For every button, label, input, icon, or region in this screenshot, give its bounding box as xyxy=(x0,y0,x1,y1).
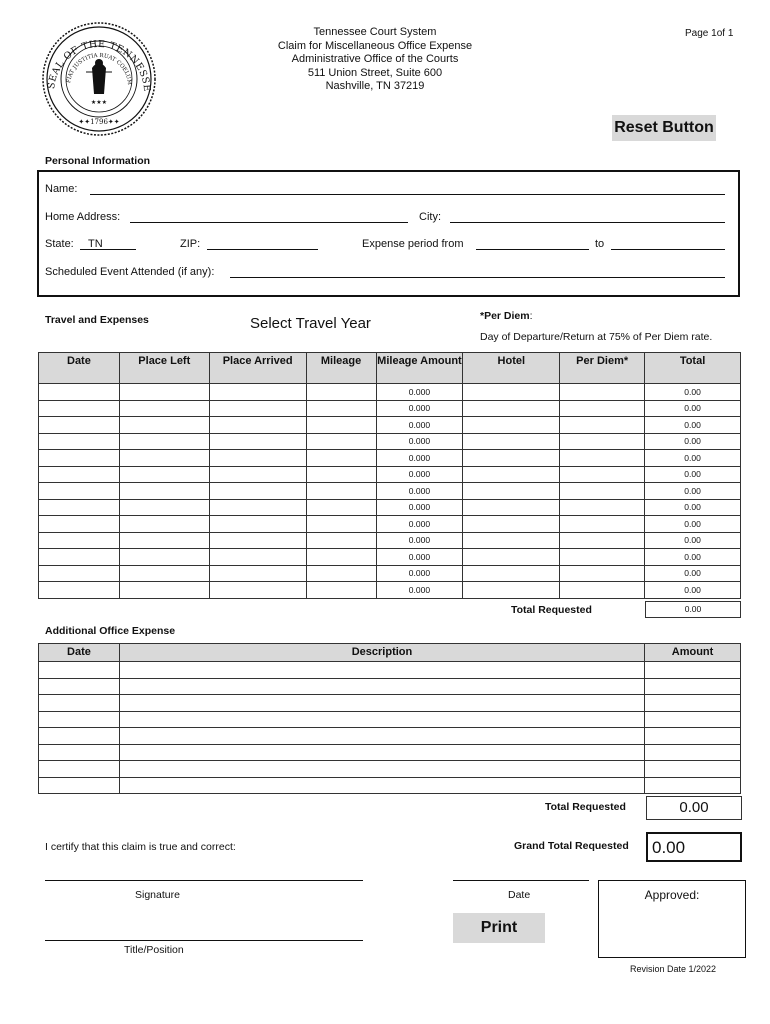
travel-row xyxy=(39,565,741,582)
cell-mileage[interactable] xyxy=(306,565,376,582)
per-diem-title: *Per Diem xyxy=(480,310,530,322)
cell-mileage-amount: 0.000 xyxy=(376,384,463,401)
col-mileage-amount: Mileage Amount xyxy=(376,353,463,384)
grand-total-label: Grand Total Requested xyxy=(514,840,629,852)
additional-row xyxy=(39,777,741,794)
cell-mileage[interactable] xyxy=(306,433,376,450)
cell-place-left[interactable] xyxy=(119,417,209,434)
revision-date: Revision Date 1/2022 xyxy=(630,964,717,974)
col-date: Date xyxy=(39,353,120,384)
additional-total-label: Total Requested xyxy=(545,801,626,813)
cell-total: 0.00 xyxy=(645,384,741,401)
travel-row xyxy=(39,417,741,434)
period-to-field[interactable] xyxy=(611,238,725,250)
city-label: City: xyxy=(419,211,441,223)
additional-table xyxy=(38,643,741,794)
state-field[interactable]: TN xyxy=(80,238,136,250)
cell-mileage[interactable] xyxy=(306,549,376,566)
svg-text:FIAT JUSTITIA RUAT COELUM: FIAT JUSTITIA RUAT COELUM xyxy=(66,52,133,86)
state-label: State: xyxy=(45,238,74,250)
cell-description[interactable] xyxy=(119,777,644,794)
print-button[interactable]: Print xyxy=(453,913,545,943)
cell-per-diem[interactable] xyxy=(560,433,645,450)
cell-per-diem[interactable] xyxy=(560,532,645,549)
cell-per-diem[interactable] xyxy=(560,582,645,599)
cell-total: 0.00 xyxy=(645,466,741,483)
travel-row xyxy=(39,384,741,401)
cell-place-left[interactable] xyxy=(119,384,209,401)
cell-hotel[interactable] xyxy=(463,483,560,500)
cell-place-left[interactable] xyxy=(119,582,209,599)
cell-date[interactable] xyxy=(39,400,120,417)
cell-date[interactable] xyxy=(39,549,120,566)
cell-date[interactable] xyxy=(39,499,120,516)
cell-date[interactable] xyxy=(39,582,120,599)
col-per-diem: Per Diem* xyxy=(560,353,645,384)
zip-label: ZIP: xyxy=(180,238,201,250)
cell-hotel[interactable] xyxy=(463,384,560,401)
cell-place-left[interactable] xyxy=(119,499,209,516)
cell-mileage[interactable] xyxy=(306,516,376,533)
cell-date[interactable] xyxy=(39,384,120,401)
col-hotel: Hotel xyxy=(463,353,560,384)
cell-date[interactable] xyxy=(39,662,120,679)
cell-hotel[interactable] xyxy=(463,417,560,434)
travel-row xyxy=(39,483,741,500)
address-label: Home Address: xyxy=(45,211,121,223)
cell-mileage-amount: 0.000 xyxy=(376,483,463,500)
cell-per-diem[interactable] xyxy=(560,499,645,516)
col-place-left: Place Left xyxy=(119,353,209,384)
approved-box xyxy=(598,880,746,958)
name-label: Name: xyxy=(45,183,78,195)
period-from-field[interactable] xyxy=(476,238,589,250)
cell-hotel[interactable] xyxy=(463,400,560,417)
cell-total: 0.00 xyxy=(645,532,741,549)
col-add-date: Date xyxy=(39,644,120,662)
per-diem-heading xyxy=(480,310,533,322)
cell-place-arrived[interactable] xyxy=(209,565,306,582)
approved-label: Approved: xyxy=(644,888,700,902)
cell-total: 0.00 xyxy=(645,582,741,599)
cell-description[interactable] xyxy=(119,711,644,728)
personal-info-title: Personal Information xyxy=(45,155,151,167)
additional-row xyxy=(39,728,741,745)
travel-title: Travel and Expenses xyxy=(45,314,149,326)
per-diem-note: Day of Departure/Return at 75% of Per Diem rate. xyxy=(480,331,713,343)
cell-total: 0.00 xyxy=(645,549,741,566)
cell-place-arrived[interactable] xyxy=(209,400,306,417)
cell-hotel[interactable] xyxy=(463,433,560,450)
svg-text:SEAL OF THE TENNESSEE JUDICIAR: SEAL OF THE TENNESSE xyxy=(46,38,153,93)
cell-date[interactable] xyxy=(39,777,120,794)
cell-mileage-amount: 0.000 xyxy=(376,400,463,417)
travel-row xyxy=(39,499,741,516)
grand-total-value: 0.00 xyxy=(646,832,742,862)
additional-row xyxy=(39,695,741,712)
additional-row xyxy=(39,678,741,695)
cell-hotel[interactable] xyxy=(463,466,560,483)
cell-place-left[interactable] xyxy=(119,565,209,582)
col-place-arrived: Place Arrived xyxy=(209,353,306,384)
cell-total: 0.00 xyxy=(645,516,741,533)
address-field[interactable] xyxy=(130,211,408,223)
travel-row xyxy=(39,549,741,566)
travel-year-select[interactable]: Select Travel Year xyxy=(250,315,371,332)
cell-date[interactable] xyxy=(39,450,120,467)
cell-mileage[interactable] xyxy=(306,417,376,434)
cell-per-diem[interactable] xyxy=(560,450,645,467)
cell-date[interactable] xyxy=(39,483,120,500)
cell-mileage[interactable] xyxy=(306,384,376,401)
travel-row xyxy=(39,433,741,450)
cell-mileage[interactable] xyxy=(306,532,376,549)
cell-hotel[interactable] xyxy=(463,532,560,549)
cell-amount[interactable] xyxy=(645,777,741,794)
cell-amount[interactable] xyxy=(645,711,741,728)
cell-per-diem[interactable] xyxy=(560,466,645,483)
cell-date[interactable] xyxy=(39,728,120,745)
additional-row xyxy=(39,711,741,728)
cell-date[interactable] xyxy=(39,565,120,582)
travel-row xyxy=(39,532,741,549)
additional-row xyxy=(39,744,741,761)
cell-date[interactable] xyxy=(39,695,120,712)
cell-mileage-amount: 0.000 xyxy=(376,516,463,533)
cell-description[interactable] xyxy=(119,728,644,745)
cell-place-arrived[interactable] xyxy=(209,549,306,566)
cell-place-left[interactable] xyxy=(119,400,209,417)
cell-amount[interactable] xyxy=(645,761,741,778)
signature-label: Signature xyxy=(135,889,180,901)
cell-mileage-amount: 0.000 xyxy=(376,433,463,450)
cell-place-left[interactable] xyxy=(119,549,209,566)
additional-row xyxy=(39,662,741,679)
travel-row xyxy=(39,466,741,483)
additional-row xyxy=(39,761,741,778)
travel-total-label: Total Requested xyxy=(511,604,592,616)
cell-date[interactable] xyxy=(39,761,120,778)
cell-amount[interactable] xyxy=(645,662,741,679)
title-line[interactable] xyxy=(45,940,363,941)
cell-amount[interactable] xyxy=(645,728,741,745)
cell-date[interactable] xyxy=(39,433,120,450)
cell-date[interactable] xyxy=(39,711,120,728)
city-field[interactable] xyxy=(450,211,725,223)
cell-hotel[interactable] xyxy=(463,565,560,582)
cell-hotel[interactable] xyxy=(463,516,560,533)
svg-text:✦✦1796✦✦: ✦✦1796✦✦ xyxy=(78,118,120,126)
header-line: Nashville, TN 37219 xyxy=(325,80,425,92)
cell-place-arrived[interactable] xyxy=(209,582,306,599)
cell-total: 0.00 xyxy=(645,400,741,417)
travel-row xyxy=(39,450,741,467)
cell-hotel[interactable] xyxy=(463,450,560,467)
cell-place-left[interactable] xyxy=(119,433,209,450)
period-to-label: to xyxy=(595,238,605,250)
cell-mileage-amount: 0.000 xyxy=(376,565,463,582)
col-description: Description xyxy=(119,644,644,662)
header-line: Tennessee Court System xyxy=(313,26,437,38)
travel-table xyxy=(38,352,741,599)
cell-mileage[interactable] xyxy=(306,450,376,467)
date-label: Date xyxy=(508,889,531,901)
cell-mileage-amount: 0.000 xyxy=(376,582,463,599)
cell-amount[interactable] xyxy=(645,678,741,695)
per-diem-colon: : xyxy=(529,310,533,322)
cell-date[interactable] xyxy=(39,417,120,434)
cell-mileage-amount: 0.000 xyxy=(376,417,463,434)
cell-description[interactable] xyxy=(119,662,644,679)
expense-period-label: Expense period from xyxy=(362,238,464,250)
header-line: 511 Union Street, Suite 600 xyxy=(307,66,443,79)
cell-place-left[interactable] xyxy=(119,450,209,467)
form-header xyxy=(230,26,520,94)
cell-per-diem[interactable] xyxy=(560,384,645,401)
cell-mileage[interactable] xyxy=(306,582,376,599)
cell-date[interactable] xyxy=(39,532,120,549)
certify-text: I certify that this claim is true and correct: xyxy=(45,841,236,853)
cell-per-diem[interactable] xyxy=(560,565,645,582)
cell-mileage[interactable] xyxy=(306,499,376,516)
cell-place-left[interactable] xyxy=(119,516,209,533)
cell-per-diem[interactable] xyxy=(560,400,645,417)
additional-title: Additional Office Expense xyxy=(45,625,176,637)
page-number: Page 1of 1 xyxy=(685,28,734,39)
cell-date[interactable] xyxy=(39,466,120,483)
header-line: Claim for Miscellaneous Office Expense xyxy=(277,39,473,52)
travel-total-value: 0.00 xyxy=(645,601,741,618)
reset-button[interactable]: Reset Button xyxy=(612,115,716,141)
cell-place-arrived[interactable] xyxy=(209,532,306,549)
cell-total: 0.00 xyxy=(645,565,741,582)
cell-place-arrived[interactable] xyxy=(209,417,306,434)
additional-total-value: 0.00 xyxy=(646,796,742,820)
cell-total: 0.00 xyxy=(645,499,741,516)
cell-description[interactable] xyxy=(119,744,644,761)
signature-line[interactable] xyxy=(45,880,363,881)
cell-place-arrived[interactable] xyxy=(209,483,306,500)
col-amount: Amount xyxy=(645,644,741,662)
cell-per-diem[interactable] xyxy=(560,483,645,500)
cell-description[interactable] xyxy=(119,695,644,712)
cell-total: 0.00 xyxy=(645,483,741,500)
cell-mileage-amount: 0.000 xyxy=(376,499,463,516)
cell-place-left[interactable] xyxy=(119,483,209,500)
cell-mileage-amount: 0.000 xyxy=(376,549,463,566)
cell-date[interactable] xyxy=(39,678,120,695)
cell-place-arrived[interactable] xyxy=(209,433,306,450)
cell-amount[interactable] xyxy=(645,695,741,712)
cell-per-diem[interactable] xyxy=(560,516,645,533)
travel-row xyxy=(39,582,741,599)
cell-mileage[interactable] xyxy=(306,466,376,483)
cell-mileage-amount: 0.000 xyxy=(376,450,463,467)
cell-total: 0.00 xyxy=(645,417,741,434)
cell-place-arrived[interactable] xyxy=(209,516,306,533)
cell-per-diem[interactable] xyxy=(560,549,645,566)
event-label: Scheduled Event Attended (if any): xyxy=(45,266,215,278)
zip-field[interactable] xyxy=(207,238,318,250)
cell-hotel[interactable] xyxy=(463,582,560,599)
cell-date[interactable] xyxy=(39,744,120,761)
col-mileage: Mileage xyxy=(306,353,376,384)
cell-place-arrived[interactable] xyxy=(209,499,306,516)
cell-mileage[interactable] xyxy=(306,483,376,500)
cell-total: 0.00 xyxy=(645,433,741,450)
cell-amount[interactable] xyxy=(645,744,741,761)
cell-hotel[interactable] xyxy=(463,549,560,566)
cell-mileage-amount: 0.000 xyxy=(376,466,463,483)
cell-place-left[interactable] xyxy=(119,466,209,483)
svg-text:★★★: ★★★ xyxy=(90,100,108,106)
cell-place-arrived[interactable] xyxy=(209,466,306,483)
event-field[interactable] xyxy=(230,266,725,278)
cell-description[interactable] xyxy=(119,761,644,778)
travel-row xyxy=(39,516,741,533)
travel-row xyxy=(39,400,741,417)
cell-total: 0.00 xyxy=(645,450,741,467)
cell-date[interactable] xyxy=(39,516,120,533)
date-line[interactable] xyxy=(453,880,589,881)
cell-per-diem[interactable] xyxy=(560,417,645,434)
cell-hotel[interactable] xyxy=(463,499,560,516)
header-line: Administrative Office of the Courts xyxy=(291,53,459,65)
cell-place-left[interactable] xyxy=(119,532,209,549)
cell-place-arrived[interactable] xyxy=(209,384,306,401)
cell-mileage[interactable] xyxy=(306,400,376,417)
cell-description[interactable] xyxy=(119,678,644,695)
cell-mileage-amount: 0.000 xyxy=(376,532,463,549)
title-label: Title/Position xyxy=(124,944,184,956)
name-field[interactable] xyxy=(90,183,725,195)
col-total: Total xyxy=(645,353,741,384)
court-seal-logo xyxy=(40,20,158,138)
cell-place-arrived[interactable] xyxy=(209,450,306,467)
